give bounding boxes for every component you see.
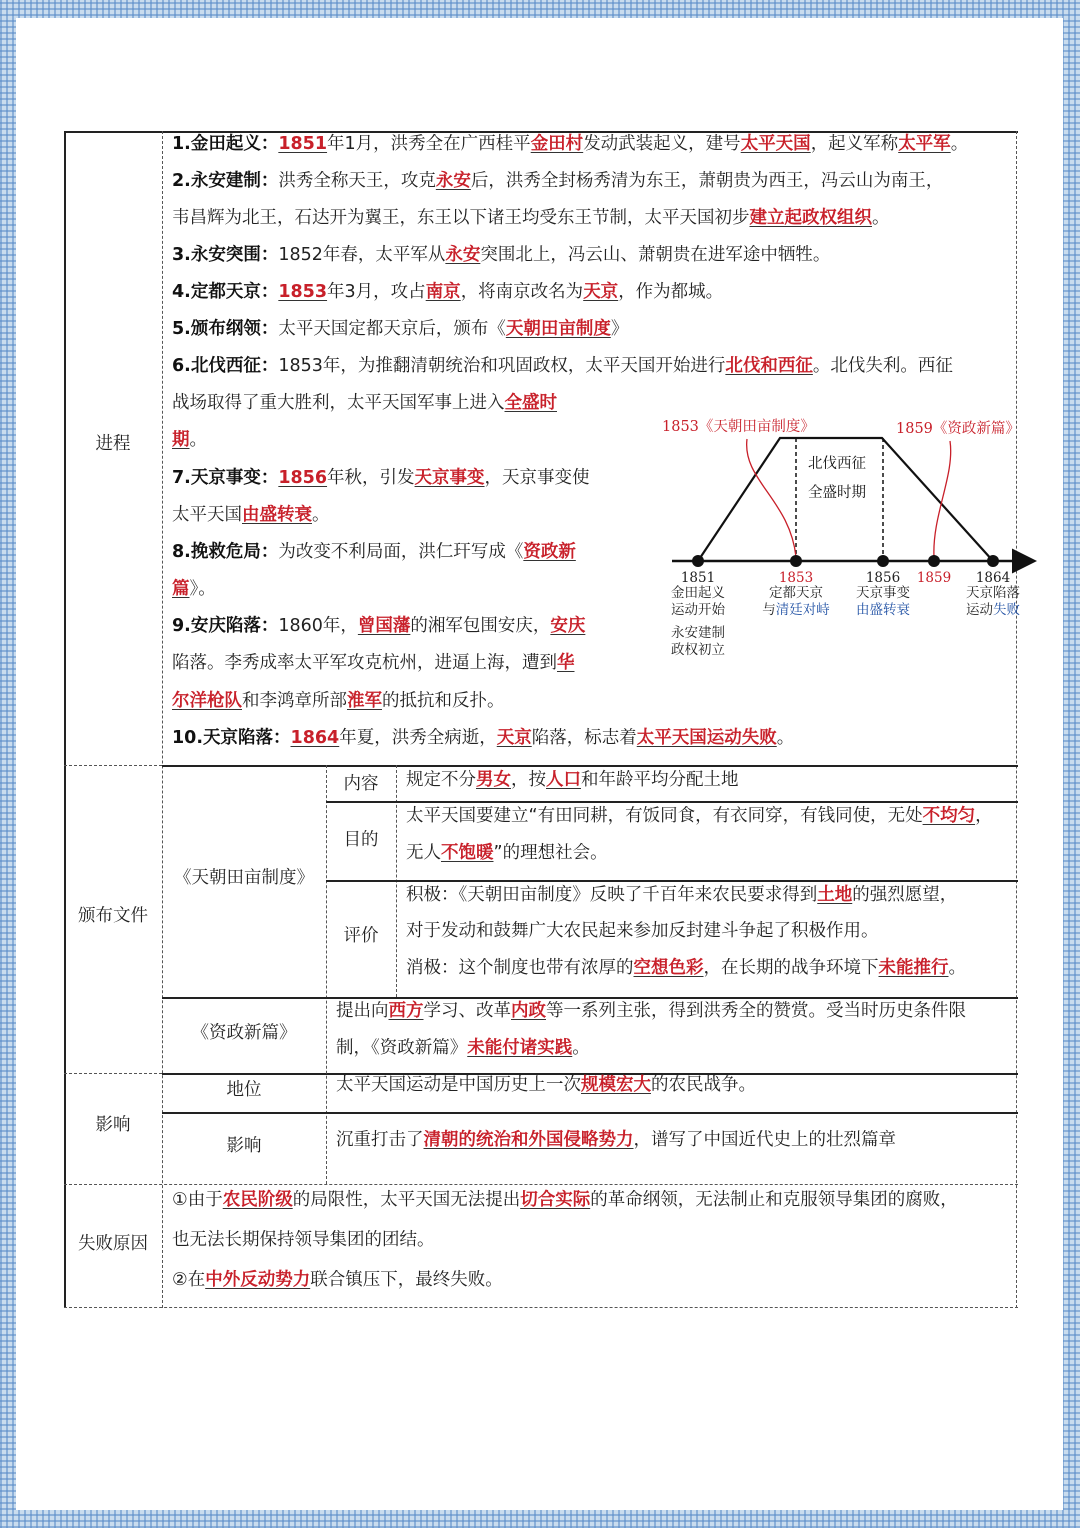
text-run: 提出向: [336, 1001, 389, 1021]
progress-line: [172, 571, 216, 608]
timeline-caption: 定都天京: [769, 585, 823, 601]
keyword-highlight: 未能推行: [878, 958, 949, 978]
keyword-highlight: 1851: [278, 134, 328, 154]
text-run: 积极：《天朝田亩制度》反映了千百年来农民要求得到: [406, 885, 818, 905]
keyword-highlight: 农民阶级: [222, 1190, 293, 1210]
keyword-highlight: 资政新: [523, 542, 576, 562]
keyword-highlight: 永安: [445, 245, 481, 265]
text-run: 。: [189, 430, 207, 450]
failure-line: [172, 1222, 435, 1259]
evaluation-label: 评价: [343, 926, 379, 946]
keyword-highlight: 天京事变: [414, 468, 485, 488]
text-run: 太平天国: [172, 505, 242, 525]
purpose-label: 目的: [343, 830, 379, 850]
keyword-highlight: 全盛时: [504, 393, 557, 413]
text-run: 无人: [406, 843, 441, 863]
category-documents: 颁布文件: [78, 906, 148, 926]
keyword-highlight: 未能付诸实践: [467, 1038, 573, 1058]
tianchao-title: 《天朝田亩制度》: [174, 868, 314, 888]
text-run: 发动武装起义，建号: [583, 134, 741, 154]
keyword-highlight: 金田村: [530, 134, 584, 154]
keyword-highlight: 天京: [583, 282, 619, 302]
text-run: 联合镇压下，最终失败。: [310, 1270, 503, 1290]
keyword-highlight: 规模宏大: [581, 1075, 651, 1095]
text-run: 等一系列主张，得到洪秀全的赞赏。受当时历史条件限: [546, 1001, 966, 1021]
timeline-dot-1853: [790, 555, 802, 567]
diagram-center-line2: 全盛时期: [808, 485, 866, 501]
text-run: 》。: [189, 579, 216, 599]
keyword-highlight: 尔洋枪队: [172, 691, 242, 711]
status-text: [336, 1067, 756, 1104]
timeline-caption: 由盛转衰: [856, 602, 910, 618]
text-run: 的农民战争。: [651, 1075, 756, 1095]
text-run: 太平天国定都天京后，颁布《: [278, 319, 506, 339]
category-impact: 影响: [95, 1115, 131, 1135]
text-run: 1860年，: [278, 616, 358, 636]
text-run: 年3月，攻占: [327, 282, 426, 302]
text-run: 后，洪秀全封杨秀清为东王，萧朝贵为西王，冯云山为南王，: [470, 171, 944, 191]
influence-label: 影响: [226, 1136, 262, 1156]
item-heading: 1.金田起义：: [172, 134, 279, 154]
evaluation-line: [406, 913, 879, 950]
timeline-year-1856: 1856: [865, 570, 901, 586]
text-run: 。: [872, 208, 890, 228]
item-heading: 8.挽救危局：: [172, 542, 279, 562]
category-failure: 失败原因: [78, 1234, 148, 1254]
text-run: ，将南京改名为: [460, 282, 584, 302]
timeline-dot-1856: [877, 555, 889, 567]
text-run: 。北伐失利。西征: [812, 356, 953, 376]
text-run: 规定不分: [406, 770, 476, 790]
text-run: ，天京事变使: [484, 468, 590, 488]
text-run: 的湘军包围安庆，: [410, 616, 551, 636]
keyword-highlight: 华: [557, 653, 575, 673]
text-run: 的强烈愿望，: [852, 885, 958, 905]
text-run: 。: [776, 728, 795, 748]
keyword-highlight: 不均匀: [922, 806, 976, 826]
row-divider-status: [162, 1112, 1018, 1114]
content-label: 内容: [343, 774, 379, 794]
keyword-highlight: 由盛转衰: [242, 505, 312, 525]
timeline-year-1864: 1864: [975, 570, 1011, 586]
progress-line: [172, 200, 890, 237]
keyword-highlight: 曾国藩: [357, 616, 411, 636]
timeline-year-1853: 1853: [778, 570, 814, 586]
timeline-dot-1851: [692, 555, 704, 567]
text-run: 太平天国要建立“有田同耕，有饭同食，有衣同穿，有钱同使，无处: [406, 806, 923, 826]
progress-line: [172, 683, 505, 720]
progress-line: [172, 274, 723, 311]
influence-text: [336, 1122, 896, 1159]
text-run: 对于发动和鼓舞广大农民起来参加反封建斗争起了积极作用。: [406, 921, 879, 941]
keyword-highlight: 太平天国: [740, 134, 811, 154]
keyword-highlight: 空想色彩: [633, 958, 704, 978]
zizheng-title: 《资政新篇》: [191, 1023, 297, 1043]
text-run: 消极：这个制度也带有浓厚的: [406, 958, 634, 978]
text-run: 年夏，洪秀全病逝，: [339, 728, 497, 748]
text-run: 和李鸿章所部: [242, 691, 347, 711]
divider-progress-docs-left: [64, 765, 162, 766]
text-run: ”的理想社会。: [493, 843, 608, 863]
text-run: 》: [610, 319, 629, 339]
purpose-line: [406, 798, 993, 835]
keyword-highlight: 男女: [476, 770, 511, 790]
zizheng-line: [336, 993, 966, 1030]
keyword-highlight: 清朝的统治和外国侵略势力: [423, 1130, 634, 1150]
item-heading: 6.北伐西征：: [172, 356, 279, 376]
text-run: ，在长期的战争环境下: [703, 958, 879, 978]
text-run: 陷落，标志着: [531, 728, 637, 748]
table-right-border: [1016, 131, 1017, 1308]
item-heading: 9.安庆陷落：: [172, 616, 279, 636]
keyword-highlight: 切合实际: [520, 1190, 591, 1210]
text-run: 韦昌辉为北王，石达开为翼王，东王以下诸王均受东王节制，太平天国初步: [172, 208, 750, 228]
timeline-dot-1859: [928, 555, 940, 567]
keyword-highlight: 天京: [496, 728, 532, 748]
keyword-highlight: 太平军: [898, 134, 951, 154]
keyword-highlight: 篇: [172, 579, 190, 599]
keyword-highlight: 太平天国运动失败: [636, 728, 777, 748]
text-run: 也无法长期保持领导集团的团结。: [172, 1230, 435, 1250]
text-run: 制，《资政新篇》: [336, 1038, 468, 1058]
zizheng-line: [336, 1030, 590, 1067]
timeline-points: [671, 555, 1021, 658]
text-run: 和年龄平均分配土地: [581, 770, 739, 790]
item-heading: 3.永安突围：: [172, 245, 279, 265]
divider-docs-impact-left: [64, 1073, 162, 1074]
text-run: 。: [948, 958, 966, 978]
text-run: 年1月，洪秀全在广西桂平: [327, 134, 531, 154]
text-run: 。: [950, 134, 969, 154]
keyword-highlight: 天朝田亩制度: [505, 319, 611, 339]
progress-line: [172, 422, 207, 459]
progress-line: [172, 645, 575, 682]
keyword-highlight: 中外反动势力: [205, 1270, 311, 1290]
text-run: ②在: [172, 1270, 206, 1290]
text-run: ，: [975, 806, 993, 826]
category-progress: 进程: [95, 434, 131, 454]
text-run: 学习、改革: [423, 1001, 511, 1021]
keyword-highlight: 南京: [425, 282, 461, 302]
text-run: 的局限性，太平天国无法提出: [292, 1190, 521, 1210]
text-run: 年秋，引发: [327, 468, 415, 488]
timeline-diagram: [650, 405, 1050, 665]
keyword-highlight: 不饱暖: [441, 843, 494, 863]
purpose-line: [406, 835, 608, 872]
text-run: ，按: [511, 770, 546, 790]
timeline-caption: 政权初立: [671, 642, 725, 658]
keyword-highlight: 1856: [278, 468, 328, 488]
progress-line: [172, 534, 576, 571]
text-run: 。: [572, 1038, 590, 1058]
failure-line: [172, 1262, 503, 1299]
item-heading: 7.天京事变：: [172, 468, 279, 488]
text-run: 洪秀全称天王，攻克: [278, 171, 436, 191]
failure-line: [172, 1182, 958, 1219]
text-run: 为改变不利局面，洪仁玕写成《: [278, 542, 524, 562]
text-run: 。: [312, 505, 330, 525]
evaluation-line: [406, 877, 957, 914]
progress-line: [172, 460, 590, 497]
evaluation-line: [406, 950, 966, 987]
item-heading: 2.永安建制：: [172, 171, 279, 191]
text-run: ，谱写了中国近代史上的壮烈篇章: [633, 1130, 896, 1150]
diagram-center-line1: 北伐西征: [808, 456, 866, 472]
keyword-highlight: 期: [172, 430, 190, 450]
text-run: 太平天国运动是中国历史上一次: [336, 1075, 581, 1095]
red-pointer-tianchao: [747, 439, 796, 557]
timeline-caption: 天京事变: [856, 585, 910, 601]
progress-line: [172, 497, 330, 534]
timeline-caption: 与清廷对峙: [762, 602, 830, 618]
keyword-highlight: 内政: [511, 1001, 546, 1021]
item-heading: 4.定都天京：: [172, 282, 279, 302]
text-run: 突围北上，冯云山、萧朝贵在进军途中牺牲。: [480, 245, 831, 265]
table-bottom-border: [64, 1307, 1018, 1308]
text-run: 沉重打击了: [336, 1130, 424, 1150]
text-run: ，起义军称: [810, 134, 899, 154]
text-run: 的革命纲领，无法制止和克服领导集团的腐败，: [590, 1190, 958, 1210]
text-run: 战场取得了重大胜利，太平天国军事上进入: [172, 393, 505, 413]
text-run: 1853年，为推翻清朝统治和巩固政权，太平天国开始进行: [278, 356, 726, 376]
text-run: ，作为都城。: [618, 282, 724, 302]
progress-line: [172, 237, 830, 274]
keyword-highlight: 建立起政权组织: [749, 208, 872, 228]
progress-line: [172, 608, 585, 645]
keyword-highlight: 北伐和西征: [725, 356, 813, 376]
keyword-highlight: 土地: [817, 885, 853, 905]
keyword-highlight: 永安: [435, 171, 471, 191]
keyword-highlight: 淮军: [347, 691, 382, 711]
timeline-year-1859: 1859: [916, 570, 952, 586]
progress-line: [172, 348, 953, 385]
progress-line: [172, 720, 794, 757]
text-run: 陷落。李秀成率太平军攻克杭州，进逼上海，遭到: [172, 653, 557, 673]
text-run: ①由于: [172, 1190, 223, 1210]
status-label: 地位: [226, 1080, 262, 1100]
progress-line: [172, 385, 557, 422]
timeline-caption: 运动开始: [671, 602, 725, 618]
timeline-caption: 金田起义: [671, 585, 725, 601]
timeline-dot-1864: [987, 555, 999, 567]
keyword-highlight: 人口: [546, 770, 581, 790]
progress-line: [172, 311, 628, 348]
text-run: 1852年春，太平军从: [278, 245, 446, 265]
progress-line: [172, 126, 968, 163]
diagram-label-zizheng: 1859《资政新篇》: [896, 421, 1020, 437]
item-heading: 10.天京陷落：: [172, 728, 291, 748]
timeline-year-1851: 1851: [680, 570, 716, 586]
timeline-caption: 运动失败: [966, 602, 1020, 618]
timeline-caption: 天京陷落: [966, 585, 1020, 601]
progress-line: [172, 163, 943, 200]
keyword-highlight: 西方: [388, 1001, 424, 1021]
diagram-label-tianchao: 1853《天朝田亩制度》: [662, 419, 815, 435]
timeline-caption: 永安建制: [671, 625, 725, 641]
keyword-highlight: 1864: [290, 728, 340, 748]
content-text: [406, 762, 739, 799]
keyword-highlight: 安庆: [550, 616, 586, 636]
text-run: 的抵抗和反扑。: [382, 691, 505, 711]
item-heading: 5.颁布纲领：: [172, 319, 279, 339]
keyword-highlight: 1853: [278, 282, 328, 302]
